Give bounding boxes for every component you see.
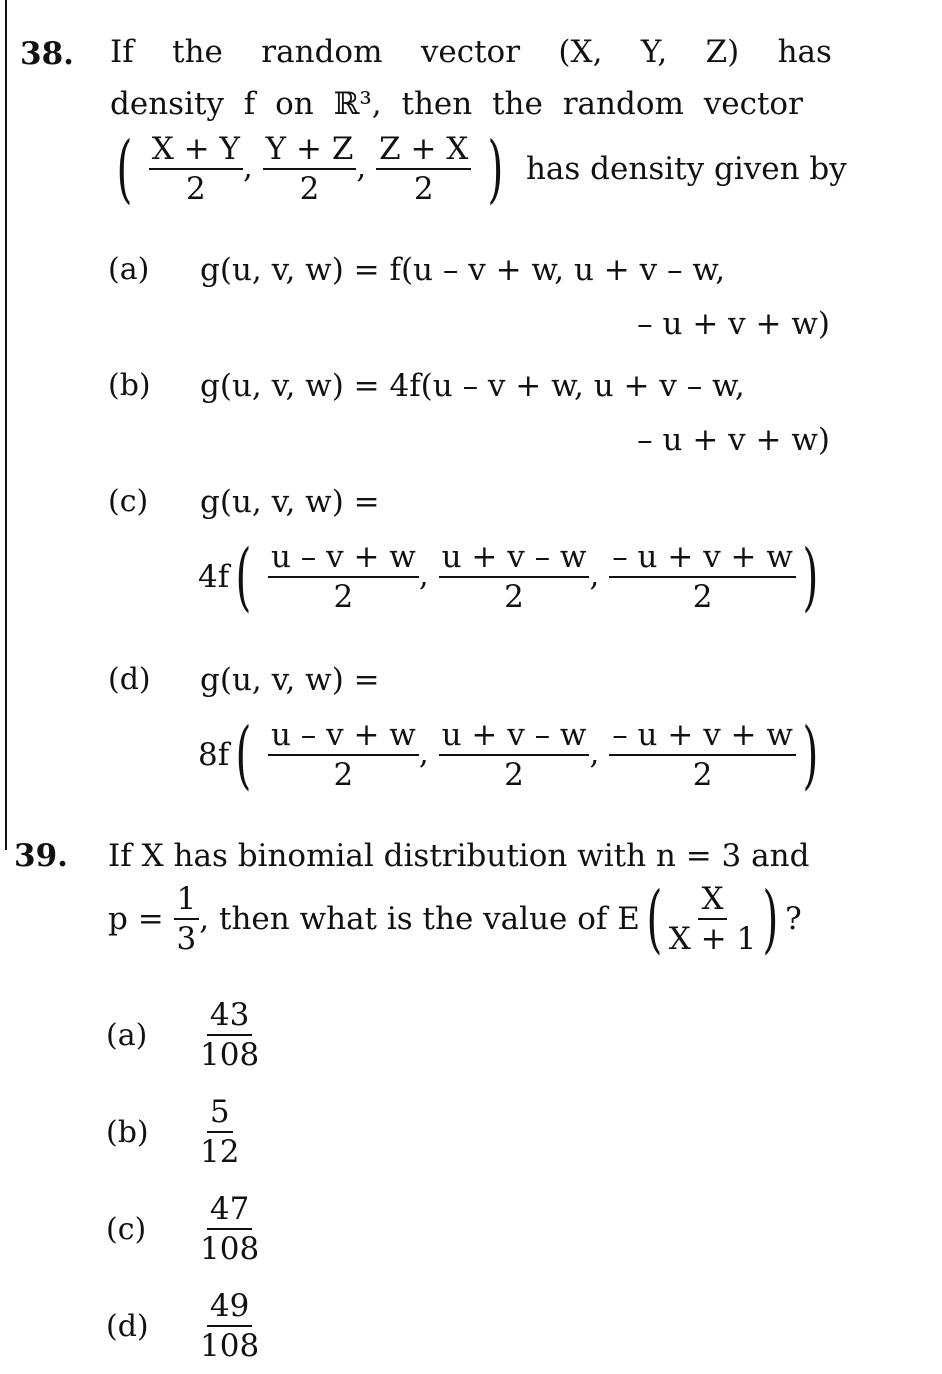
stem-word: Y, <box>640 34 668 70</box>
fraction: $\frac{X + Y}{2}$ <box>149 132 243 206</box>
fraction: $\frac{Z + X}{2}$ <box>376 132 471 206</box>
question-stem-line-1 <box>110 34 832 70</box>
stem-word: Z) <box>705 34 740 70</box>
option-label: (d) <box>106 1309 149 1344</box>
stem-word: random <box>261 34 383 70</box>
question-stem-line-3: ( $\frac{X + Y}{2}$ , $\frac{Y + Z}{2}$ , $\frac{Z + X}{2}$ ) has density given by <box>116 126 847 213</box>
option-formula: 8f( $\frac{u - v + w}{2}$ , $\frac{u + v - w}{2}$ , $\frac{- u + v + w}{2}$ ) <box>198 712 819 799</box>
question-number: 39. <box>14 838 68 874</box>
stem-word: the <box>172 34 223 70</box>
question-stem-line-1: If X has binomial distribution with n = 3 and <box>108 838 810 874</box>
fraction: $\frac{Y + Z}{2}$ <box>263 132 357 206</box>
fraction: $\frac{X}{X + 1}$ <box>668 881 757 958</box>
option-label: (d) <box>108 662 151 697</box>
option-text: – u + v + w) <box>637 422 830 458</box>
stem-word: vector <box>420 34 521 70</box>
stem-word: has <box>777 34 832 70</box>
option-label: (c) <box>106 1212 147 1247</box>
option-label: (a) <box>108 252 150 287</box>
question-stem-line-2: p = $\frac{1}{3}$ , then what is the value of E( $\frac{X}{X + 1}$ ) ? <box>108 876 802 963</box>
option-label: (c) <box>108 484 149 519</box>
option-label: (a) <box>106 1018 148 1053</box>
option-text: g(u, v, w) = 4f(u – v + w, u + v – w, <box>200 368 745 404</box>
option-formula: 4f( $\frac{u - v + w}{2}$ , $\frac{u + v - w}{2}$ , $\frac{- u + v + w}{2}$ ) <box>198 534 819 621</box>
option-text: – u + v + w) <box>637 306 830 342</box>
right-paren: ) <box>487 126 504 213</box>
option-text: g(u, v, w) = <box>200 662 380 698</box>
stem-word: If <box>110 34 134 70</box>
option-label: (b) <box>108 368 151 403</box>
option-text: g(u, v, w) = <box>200 484 380 520</box>
left-margin-rule <box>5 0 7 850</box>
option-text: g(u, v, w) = f(u – v + w, u + v – w, <box>200 252 726 288</box>
fraction: $\frac{1}{3}$ <box>174 882 200 956</box>
left-paren: ( <box>116 126 133 213</box>
question-stem-line-2: density f on ℝ³, then the random vector <box>110 86 803 122</box>
question-number: 38. <box>20 36 74 72</box>
option-label: (b) <box>106 1115 149 1150</box>
stem-word: (X, <box>558 34 603 70</box>
